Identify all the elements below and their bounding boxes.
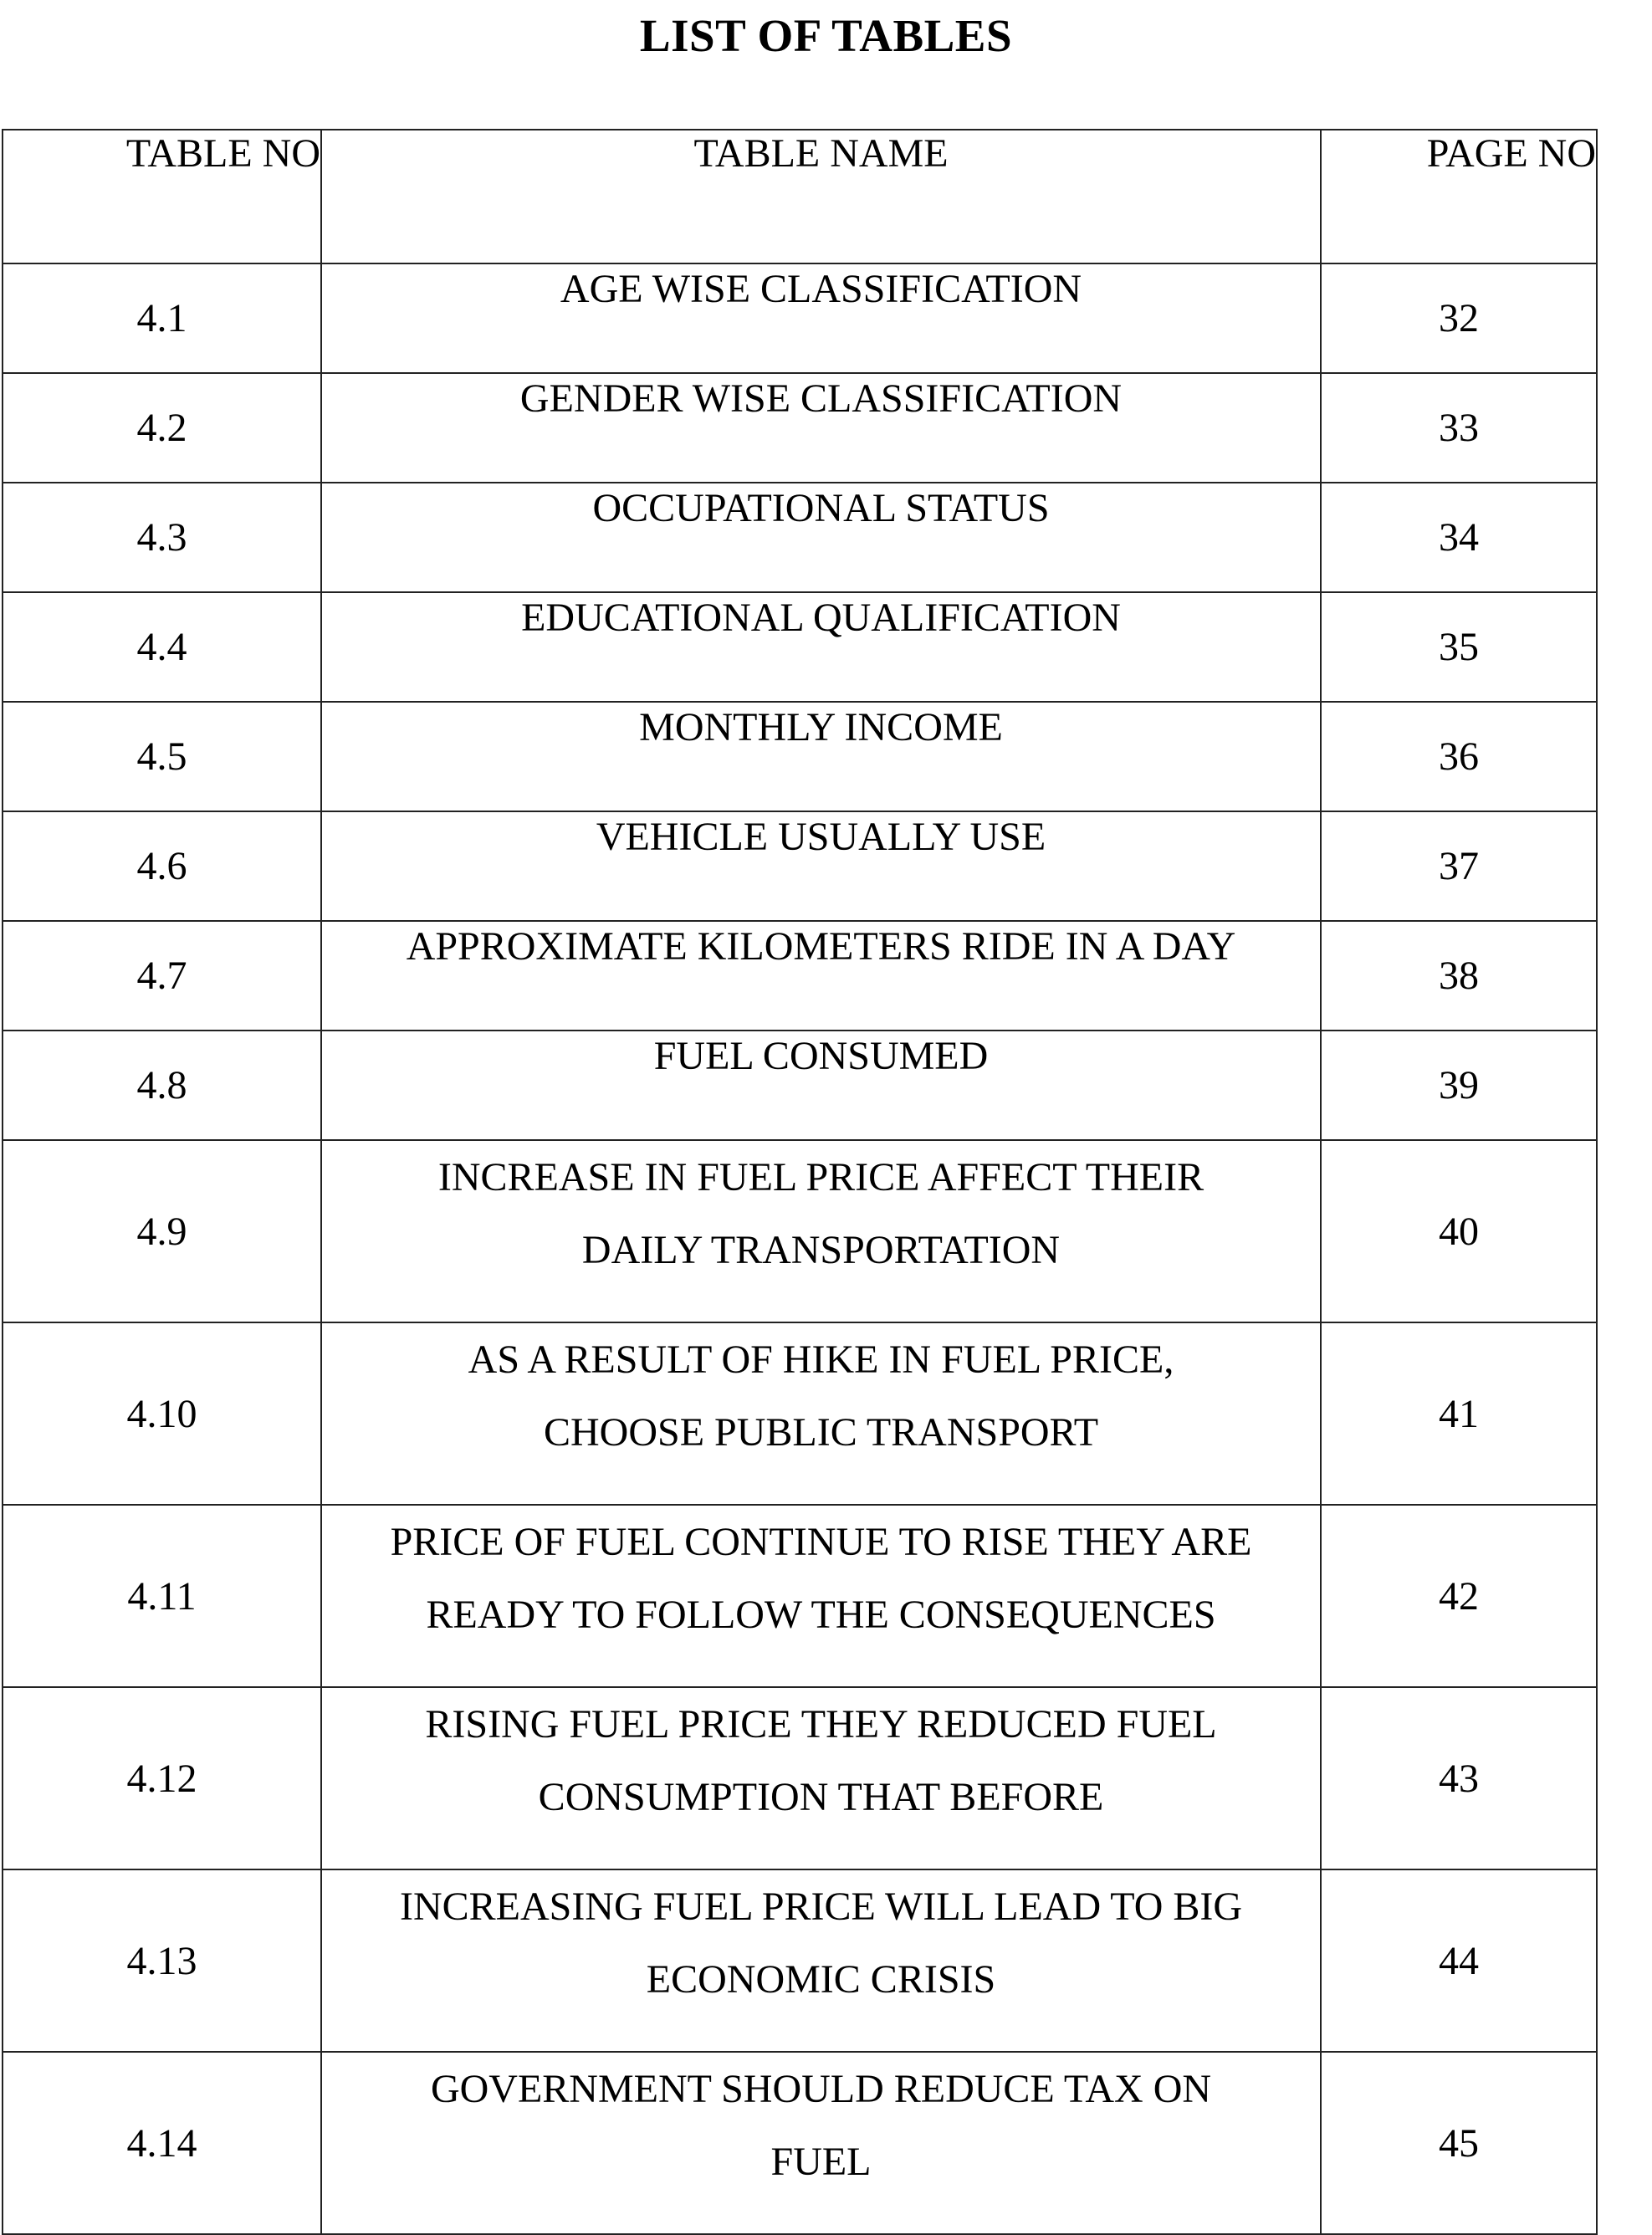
table-name-line: CONSUMPTION THAT BEFORE (538, 1775, 1104, 1819)
page-number-cell: 35 (1321, 592, 1597, 702)
table-name-line: MONTHLY INCOME (639, 705, 1003, 749)
table-name-line: DAILY TRANSPORTATION (581, 1228, 1061, 1272)
table-name-line: INCREASE IN FUEL PRICE AFFECT THEIR (437, 1155, 1204, 1199)
table-name-cell (321, 811, 1321, 921)
table-number-cell: 4.5 (3, 702, 321, 811)
page-number-cell: 43 (1321, 1687, 1597, 1869)
table-name-cell (321, 483, 1321, 592)
table-row (3, 1140, 1597, 1322)
table-number-cell: 4.8 (3, 1031, 321, 1140)
table-name-cell (321, 1505, 1321, 1687)
page-number-cell: 41 (1321, 1322, 1597, 1505)
page-number-cell: 39 (1321, 1031, 1597, 1140)
table-name-line: GOVERNMENT SHOULD REDUCE TAX ON (430, 2067, 1212, 2111)
table-name-line: APPROXIMATE KILOMETERS RIDE IN A DAY (406, 924, 1236, 969)
table-name-cell (321, 1031, 1321, 1140)
table-name-cell (321, 921, 1321, 1031)
table-row (3, 373, 1597, 483)
table-number-cell: 4.10 (3, 1322, 321, 1505)
page-number-cell: 38 (1321, 921, 1597, 1031)
table-name-cell (321, 1687, 1321, 1869)
table-name-line: GENDER WISE CLASSIFICATION (519, 376, 1123, 421)
table-row (3, 2052, 1597, 2234)
table-number-cell: 4.2 (3, 373, 321, 483)
table-name-cell (321, 592, 1321, 702)
table-name-line: OCCUPATIONAL STATUS (592, 486, 1050, 530)
table-name-cell (321, 1869, 1321, 2052)
page-title: LIST OF TABLES (639, 10, 1013, 61)
table-name-line: EDUCATIONAL QUALIFICATION (521, 596, 1121, 640)
header-table-name: TABLE NAME (321, 130, 1321, 263)
table-name-line: CHOOSE PUBLIC TRANSPORT (543, 1410, 1099, 1455)
page-number-cell: 44 (1321, 1869, 1597, 2052)
table-number-cell: 4.11 (3, 1505, 321, 1687)
table-name-line: RISING FUEL PRICE THEY REDUCED FUEL (425, 1702, 1217, 1747)
table-name-line: INCREASING FUEL PRICE WILL LEAD TO BIG (399, 1885, 1243, 1929)
table-number-cell: 4.6 (3, 811, 321, 921)
table-body (3, 263, 1597, 2234)
page-number-cell: 32 (1321, 263, 1597, 373)
table-row (3, 1031, 1597, 1140)
table-number-cell: 4.4 (3, 592, 321, 702)
table-number-cell: 4.1 (3, 263, 321, 373)
page-number-cell: 36 (1321, 702, 1597, 811)
table-name-line: AS A RESULT OF HIKE IN FUEL PRICE, (468, 1337, 1174, 1382)
table-row (3, 263, 1597, 373)
header-table-no: TABLE NO (3, 130, 321, 263)
table-number-cell: 4.12 (3, 1687, 321, 1869)
table-row (3, 1869, 1597, 2052)
header-page-no: PAGE NO (1321, 130, 1597, 263)
table-name-line: AGE WISE CLASSIFICATION (560, 267, 1082, 311)
table-row (3, 1505, 1597, 1687)
table-number-cell: 4.13 (3, 1869, 321, 2052)
page-number-cell: 40 (1321, 1140, 1597, 1322)
page-number-cell: 33 (1321, 373, 1597, 483)
table-number-cell: 4.3 (3, 483, 321, 592)
table-name-line: VEHICLE USUALLY USE (596, 815, 1046, 859)
table-name-cell (321, 373, 1321, 483)
table-name-cell (321, 702, 1321, 811)
table-name-line: FUEL (770, 2140, 872, 2184)
table-name-line: READY TO FOLLOW THE CONSEQUENCES (426, 1593, 1216, 1637)
table-number-cell: 4.9 (3, 1140, 321, 1322)
table-row (3, 811, 1597, 921)
table-row (3, 921, 1597, 1031)
table-number-cell: 4.14 (3, 2052, 321, 2234)
table-row (3, 1322, 1597, 1505)
table-row (3, 592, 1597, 702)
header-row (3, 130, 1597, 263)
table-name-cell (321, 1140, 1321, 1322)
page-number-cell: 45 (1321, 2052, 1597, 2234)
table-name-line: ECONOMIC CRISIS (646, 1957, 996, 2002)
table-row (3, 1687, 1597, 1869)
table-row (3, 702, 1597, 811)
table-name-cell (321, 1322, 1321, 1505)
page-number-cell: 42 (1321, 1505, 1597, 1687)
table-name-cell (321, 263, 1321, 373)
table-name-cell (321, 2052, 1321, 2234)
table-name-line: FUEL CONSUMED (653, 1034, 989, 1078)
table-number-cell: 4.7 (3, 921, 321, 1031)
list-of-tables (2, 129, 1598, 2235)
page-number-cell: 37 (1321, 811, 1597, 921)
table-name-line: PRICE OF FUEL CONTINUE TO RISE THEY ARE (390, 1520, 1252, 1564)
page-number-cell: 34 (1321, 483, 1597, 592)
table-row (3, 483, 1597, 592)
